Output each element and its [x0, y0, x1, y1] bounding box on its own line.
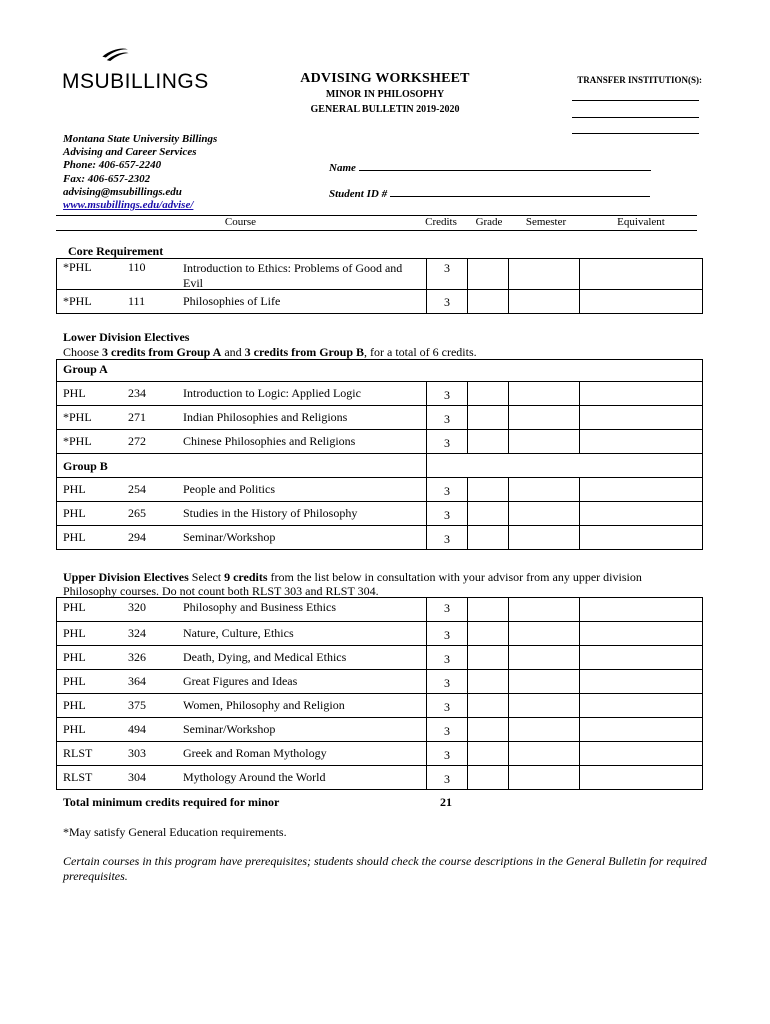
course-cell: [57, 259, 427, 290]
credits-value: 3: [444, 295, 450, 309]
course-prefix: RLST: [63, 746, 93, 760]
semester-cell[interactable]: [509, 622, 580, 646]
semester-cell[interactable]: [509, 718, 580, 742]
course-title: Nature, Culture, Ethics: [183, 626, 294, 640]
grade-cell[interactable]: [468, 290, 509, 314]
credits-value: 3: [444, 388, 450, 402]
credits-cell: [427, 526, 468, 550]
total-credits-value: 21: [440, 795, 452, 809]
semester-cell[interactable]: [509, 670, 580, 694]
table-row: [57, 622, 703, 646]
equivalent-cell[interactable]: [580, 382, 703, 406]
course-prefix: *PHL: [63, 410, 92, 424]
equivalent-cell[interactable]: [580, 622, 703, 646]
course-title: Greek and Roman Mythology: [183, 746, 327, 760]
group-a-row: [57, 360, 703, 382]
credits-value: 3: [444, 436, 450, 450]
grade-cell[interactable]: [468, 622, 509, 646]
table-row: [57, 502, 703, 526]
credits-cell: [427, 718, 468, 742]
contact-website-link[interactable]: www.msubillings.edu/advise/: [63, 199, 194, 212]
equivalent-cell[interactable]: [580, 502, 703, 526]
semester-cell[interactable]: [509, 766, 580, 790]
table-row: [57, 382, 703, 406]
col-course: Course: [224, 216, 257, 228]
credits-value: 3: [444, 748, 450, 762]
group-b-row: [57, 454, 703, 478]
bulletin-year: GENERAL BULLETIN 2019-2020: [310, 104, 460, 115]
upper-division-table: [56, 597, 703, 790]
instr-text: , for a total of 6 credits.: [364, 345, 477, 359]
course-title: Philosophy and Business Ethics: [183, 600, 337, 614]
grade-cell[interactable]: [468, 430, 509, 454]
grade-cell[interactable]: [468, 598, 509, 622]
semester-cell[interactable]: [509, 742, 580, 766]
credits-value: 3: [444, 412, 450, 426]
logo-text: MSUBILLINGS: [62, 70, 209, 93]
total-credits-label: Total minimum credits required for minor: [63, 795, 280, 809]
student-id-label: Student ID #: [329, 188, 388, 200]
equivalent-cell[interactable]: [580, 694, 703, 718]
credits-cell: [427, 406, 468, 430]
course-cell: [57, 478, 427, 502]
contact-phone: Phone: 406-657-2240: [63, 159, 162, 172]
course-title: Indian Philosophies and Religions: [183, 410, 348, 424]
lower-division-instructions: [63, 345, 477, 360]
course-number: 364: [128, 674, 146, 688]
contact-email: advising@msubillings.edu: [63, 185, 182, 198]
name-field[interactable]: [329, 160, 651, 174]
col-equivalent: Equivalent: [617, 216, 665, 228]
header-rule-bottom: [56, 230, 697, 231]
course-prefix: PHL: [63, 650, 86, 664]
semester-cell[interactable]: [509, 526, 580, 550]
course-title: Philosophies of Life: [183, 294, 281, 308]
group-b-empty: [427, 454, 703, 478]
table-row: [57, 742, 703, 766]
credits-cell: [427, 382, 468, 406]
course-number: 271: [128, 410, 146, 424]
transfer-line-3[interactable]: [572, 133, 699, 134]
equivalent-cell[interactable]: [580, 290, 703, 314]
table-row: [57, 766, 703, 790]
credits-cell: [427, 430, 468, 454]
equivalent-cell[interactable]: [580, 718, 703, 742]
grade-cell[interactable]: [468, 259, 509, 290]
course-title: People and Politics: [183, 482, 275, 496]
course-cell: [57, 766, 427, 790]
table-row: [57, 478, 703, 502]
credits-cell: [427, 598, 468, 622]
course-prefix: PHL: [63, 482, 86, 496]
course-cell: [57, 742, 427, 766]
name-input-line[interactable]: [359, 160, 651, 171]
credits-value: 3: [444, 508, 450, 522]
semester-cell[interactable]: [509, 598, 580, 622]
credits-cell: [427, 694, 468, 718]
course-cell: [57, 670, 427, 694]
lower-division-table: [56, 359, 703, 550]
instr-group-a: 3 credits from Group A: [102, 345, 222, 359]
course-cell: [57, 622, 427, 646]
page-subtitle: MINOR IN PHILOSOPHY: [325, 89, 445, 100]
credits-value: 3: [444, 484, 450, 498]
semester-cell[interactable]: [509, 646, 580, 670]
transfer-line-2[interactable]: [572, 117, 699, 118]
credits-cell: [427, 502, 468, 526]
semester-cell[interactable]: [509, 382, 580, 406]
table-row: [57, 259, 703, 290]
group-b-cell: [57, 454, 427, 478]
gen-ed-footnote: *May satisfy General Education requirements.: [63, 825, 287, 839]
course-title: Introduction to Logic: Applied Logic: [183, 386, 361, 400]
contact-org: Montana State University Billings: [63, 133, 218, 145]
equivalent-cell[interactable]: [580, 406, 703, 430]
course-number: 304: [128, 770, 146, 784]
table-row: [57, 646, 703, 670]
course-number: 272: [128, 434, 146, 448]
credits-cell: [427, 766, 468, 790]
course-number: 110: [128, 260, 146, 274]
course-number: 320: [128, 600, 146, 614]
grade-cell[interactable]: [468, 766, 509, 790]
semester-cell[interactable]: [509, 290, 580, 314]
contact-fax: Fax: 406-657-2302: [63, 172, 151, 185]
semester-cell[interactable]: [509, 478, 580, 502]
group-b-label: Group B: [63, 459, 108, 473]
course-number: 111: [128, 294, 146, 308]
course-title: Chinese Philosophies and Religions: [183, 434, 356, 448]
course-cell: [57, 430, 427, 454]
course-title: Introduction to Ethics: Problems of Good and Evil: [183, 261, 403, 290]
col-grade: Grade: [475, 216, 503, 228]
course-prefix: PHL: [63, 506, 86, 520]
group-a-cell: [57, 360, 427, 382]
table-row: [57, 430, 703, 454]
credits-value: 3: [444, 628, 450, 642]
credits-cell: [427, 290, 468, 314]
course-prefix: PHL: [63, 674, 86, 688]
course-number: 265: [128, 506, 146, 520]
student-id-input-line[interactable]: [390, 186, 650, 197]
course-prefix: *PHL: [63, 434, 92, 448]
credits-cell: [427, 742, 468, 766]
equivalent-cell[interactable]: [580, 670, 703, 694]
course-number: 303: [128, 746, 146, 760]
course-number: 324: [128, 626, 146, 640]
instr-text: and: [221, 345, 245, 359]
credits-cell: [427, 646, 468, 670]
col-semester: Semester: [525, 216, 567, 228]
course-prefix: PHL: [63, 698, 86, 712]
table-row: [57, 694, 703, 718]
grade-cell[interactable]: [468, 502, 509, 526]
equivalent-cell[interactable]: [580, 646, 703, 670]
transfer-line-1[interactable]: [572, 100, 699, 101]
prerequisites-note: Certain courses in this program have prerequisites; students should check the course descriptions in the General Bulletin for required prerequisites.: [63, 854, 707, 883]
credits-value: 3: [444, 724, 450, 738]
credits-value: 3: [444, 676, 450, 690]
course-cell: [57, 406, 427, 430]
table-row: [57, 526, 703, 550]
equivalent-cell[interactable]: [580, 742, 703, 766]
grade-cell[interactable]: [468, 670, 509, 694]
course-prefix: PHL: [63, 626, 86, 640]
table-row: [57, 718, 703, 742]
instr-credits: 9 credits: [224, 570, 268, 584]
semester-cell[interactable]: [509, 502, 580, 526]
grade-cell[interactable]: [468, 742, 509, 766]
course-number: 326: [128, 650, 146, 664]
instr-text: Choose: [63, 345, 102, 359]
equivalent-cell[interactable]: [580, 598, 703, 622]
course-title: Studies in the History of Philosophy: [183, 506, 358, 520]
contact-dept: Advising and Career Services: [63, 146, 197, 159]
course-title: Great Figures and Ideas: [183, 674, 298, 688]
grade-cell[interactable]: [468, 694, 509, 718]
instr-text: Select: [188, 570, 225, 584]
course-title: Mythology Around the World: [183, 770, 326, 784]
course-number: 254: [128, 482, 146, 496]
course-title: Death, Dying, and Medical Ethics: [183, 650, 347, 664]
page-title: ADVISING WORKSHEET: [300, 71, 470, 86]
credits-value: 3: [444, 652, 450, 666]
credits-cell: [427, 622, 468, 646]
course-cell: [57, 694, 427, 718]
instr-group-b: 3 credits from Group B: [244, 345, 365, 359]
course-number: 294: [128, 530, 146, 544]
course-cell: [57, 502, 427, 526]
credits-value: 3: [444, 700, 450, 714]
course-prefix: *PHL: [63, 260, 92, 274]
equivalent-cell[interactable]: [580, 430, 703, 454]
equivalent-cell[interactable]: [580, 766, 703, 790]
group-a-empty: [427, 360, 703, 382]
grade-cell[interactable]: [468, 406, 509, 430]
course-prefix: PHL: [63, 530, 86, 544]
credits-value: 3: [444, 772, 450, 786]
course-prefix: *PHL: [63, 294, 92, 308]
upper-division-instructions: [63, 570, 703, 598]
grade-cell[interactable]: [468, 526, 509, 550]
course-title: Seminar/Workshop: [183, 722, 276, 736]
semester-cell[interactable]: [509, 430, 580, 454]
equivalent-cell[interactable]: [580, 526, 703, 550]
course-cell: [57, 598, 427, 622]
core-requirement-label: Core Requirement: [68, 244, 164, 258]
col-credits: Credits: [425, 216, 457, 228]
course-prefix: PHL: [63, 600, 86, 614]
upper-division-label: Upper Division Electives: [63, 570, 189, 584]
semester-cell[interactable]: [509, 694, 580, 718]
course-cell: [57, 290, 427, 314]
grade-cell[interactable]: [468, 382, 509, 406]
course-prefix: RLST: [63, 770, 93, 784]
instr-text: from the list below in consultation with your advisor from any upper division: [267, 570, 642, 584]
grade-cell[interactable]: [468, 478, 509, 502]
semester-cell[interactable]: [509, 259, 580, 290]
credits-value: 3: [444, 532, 450, 546]
transfer-institution-label: TRANSFER INSTITUTION(S):: [577, 75, 702, 85]
table-row: [57, 598, 703, 622]
semester-cell[interactable]: [509, 406, 580, 430]
grade-cell[interactable]: [468, 646, 509, 670]
contact-block: [63, 133, 217, 212]
column-headers: [56, 216, 697, 230]
credits-cell: [427, 478, 468, 502]
core-table: [56, 258, 703, 314]
name-label: Name: [329, 162, 356, 174]
credits-value: 3: [444, 601, 450, 615]
lower-division-label: Lower Division Electives: [63, 330, 190, 344]
course-title: Women, Philosophy and Religion: [183, 698, 345, 712]
course-number: 375: [128, 698, 146, 712]
course-cell: [57, 526, 427, 550]
course-cell: [57, 382, 427, 406]
equivalent-cell[interactable]: [580, 259, 703, 290]
course-number: 234: [128, 386, 146, 400]
group-a-label: Group A: [63, 362, 108, 376]
course-prefix: PHL: [63, 722, 86, 736]
course-number: 494: [128, 722, 146, 736]
table-row: [57, 290, 703, 314]
course-cell: [57, 718, 427, 742]
course-prefix: PHL: [63, 386, 86, 400]
course-title: Seminar/Workshop: [183, 530, 276, 544]
equivalent-cell[interactable]: [580, 478, 703, 502]
table-row: [57, 406, 703, 430]
credits-cell: [427, 670, 468, 694]
table-row: [57, 670, 703, 694]
course-cell: [57, 646, 427, 670]
grade-cell[interactable]: [468, 718, 509, 742]
instr-text-line2: Philosophy courses. Do not count both RLST 303 and RLST 304.: [63, 584, 379, 598]
credits-value: 3: [444, 261, 450, 275]
credits-cell: [427, 259, 468, 290]
student-id-field[interactable]: [329, 186, 650, 200]
